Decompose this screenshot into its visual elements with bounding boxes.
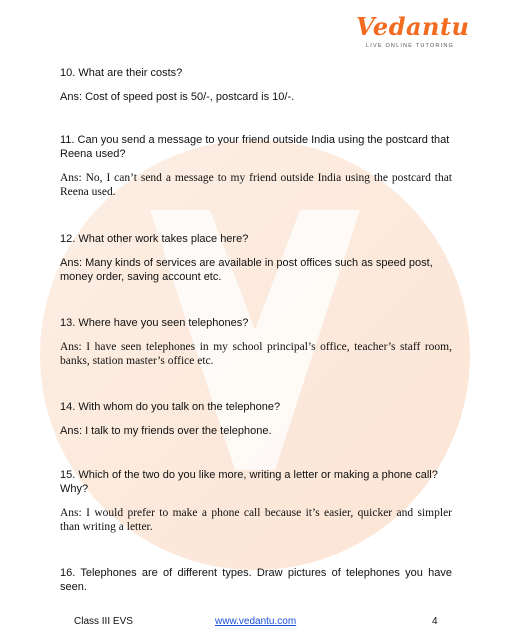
logo-wordmark: Vedantu xyxy=(356,12,470,41)
answer-text: Ans: No, I can’t send a message to my friend outside India using the postcard that Reena used. xyxy=(60,172,452,198)
question-text: 10. What are their costs? xyxy=(60,67,183,79)
qa-item xyxy=(60,66,452,104)
question-text: 16. Telephones are of different types. Draw pictures of telephones you have seen. xyxy=(60,567,452,593)
logo-tagline: LIVE ONLINE TUTORING xyxy=(366,43,454,49)
qa-item xyxy=(60,400,452,438)
footer-page-number: 4 xyxy=(432,616,438,627)
question-text: 14. With whom do you talk on the telephone? xyxy=(60,401,281,413)
answer-text: Ans: Cost of speed post is 50/-, postcard is 10/-. xyxy=(60,91,295,103)
qa-item xyxy=(60,133,452,199)
answer-text: Ans: I have seen telephones in my school principal’s office, teacher’s staff room, banks, station master’s office etc. xyxy=(60,341,452,367)
answer-text: Ans: I talk to my friends over the telephone. xyxy=(60,425,272,437)
qa-item xyxy=(60,468,452,534)
qa-item xyxy=(60,232,452,284)
question-text: 13. Where have you seen telephones? xyxy=(60,317,249,329)
qa-item xyxy=(60,566,452,594)
qa-item xyxy=(60,316,452,368)
question-text: 12. What other work takes place here? xyxy=(60,233,249,245)
answer-text: Ans: I would prefer to make a phone call because it’s easier, quicker and simpler than writing a letter. xyxy=(60,507,452,533)
footer-website-link[interactable]: www.vedantu.com xyxy=(215,616,297,627)
vedantu-logo xyxy=(356,12,470,56)
answer-text: Ans: Many kinds of services are available in post offices such as speed post, money order, saving account etc. xyxy=(60,257,433,283)
footer-class-label: Class III EVS xyxy=(74,616,133,627)
question-text: 11. Can you send a message to your friend outside India using the postcard that Reena used? xyxy=(60,134,450,160)
question-text: 15. Which of the two do you like more, writing a letter or making a phone call? Why? xyxy=(60,469,438,495)
page-footer xyxy=(0,616,510,628)
